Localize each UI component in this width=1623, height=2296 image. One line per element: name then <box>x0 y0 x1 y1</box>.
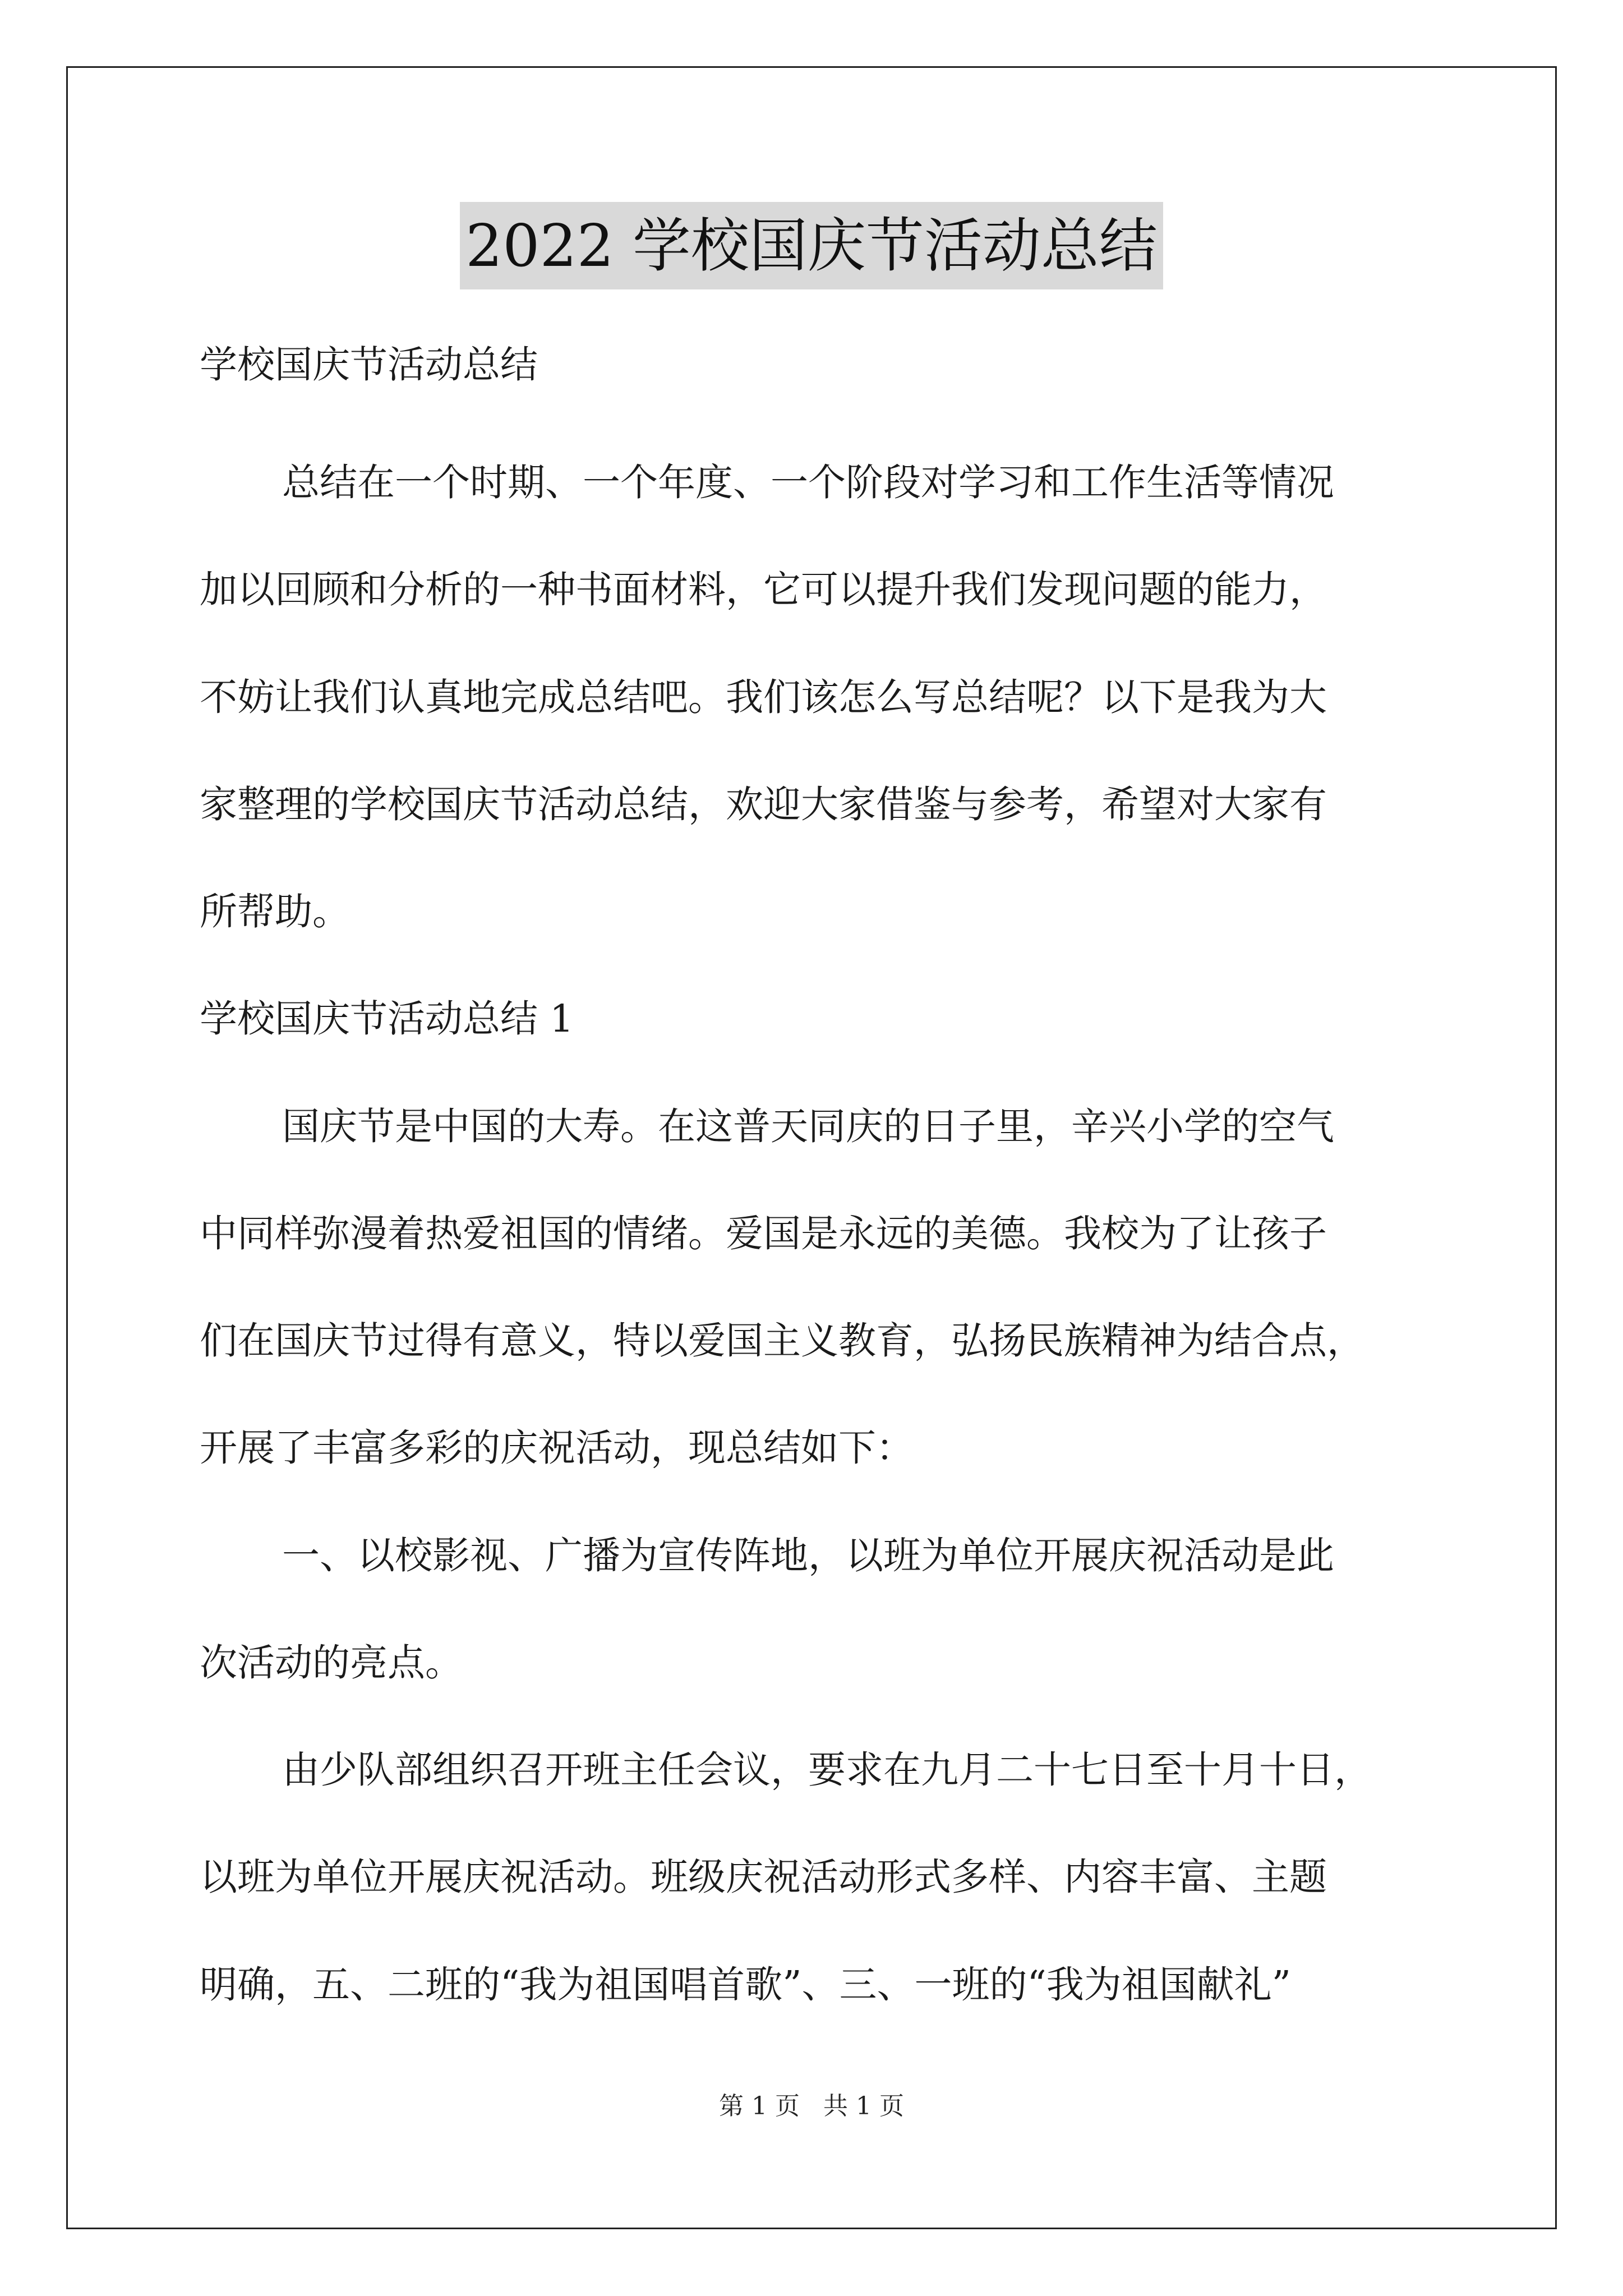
body-line: 中同样弥漫着热爱祖国的情绪。爱国是永远的美德。我校为了让孩子 <box>200 1212 1327 1255</box>
body-line: 明确，五、二班的“我为祖国唱首歌”、三、一班的“我为祖国献礼” <box>200 1963 1292 2007</box>
body-line: 家整理的学校国庆节活动总结，欢迎大家借鉴与参考，希望对大家有 <box>200 783 1327 826</box>
body-line: 次活动的亮点。 <box>200 1641 463 1685</box>
body-line: 总结在一个时期、一个年度、一个阶段对学习和工作生活等情况 <box>282 461 1334 504</box>
body-line: 所帮助。 <box>200 890 350 933</box>
body-line: 由少队部组织召开班主任会议，要求在九月二十七日至十月十日， <box>282 1748 1372 1792</box>
body-line: 不妨让我们认真地完成总结吧。我们该怎么写总结呢？以下是我为大 <box>200 675 1327 719</box>
body-line: 学校国庆节活动总结 1 <box>200 997 574 1041</box>
title-wrap <box>0 202 1623 289</box>
page-total: 共 1 页 <box>823 2092 904 2120</box>
page-footer <box>0 2090 1623 2123</box>
body-line: 以班为单位开展庆祝活动。班级庆祝活动形式多样、内容丰富、主题 <box>200 1855 1327 1899</box>
page-number: 第 1 页 <box>719 2092 800 2120</box>
body-line: 国庆节是中国的大寿。在这普天同庆的日子里，辛兴小学的空气 <box>282 1105 1334 1148</box>
body-line: 们在国庆节过得有意义，特以爱国主义教育，弘扬民族精神为结合点， <box>200 1319 1364 1363</box>
body-line: 加以回顾和分析的一种书面材料，它可以提升我们发现问题的能力， <box>200 568 1327 611</box>
body-line: 一、以校影视、广播为宣传阵地，以班为单位开展庆祝活动是此 <box>282 1534 1334 1577</box>
document-title: 2022 学校国庆节活动总结 <box>460 202 1163 289</box>
body-line: 开展了丰富多彩的庆祝活动，现总结如下： <box>200 1426 914 1470</box>
body-line: 学校国庆节活动总结 <box>200 343 538 386</box>
